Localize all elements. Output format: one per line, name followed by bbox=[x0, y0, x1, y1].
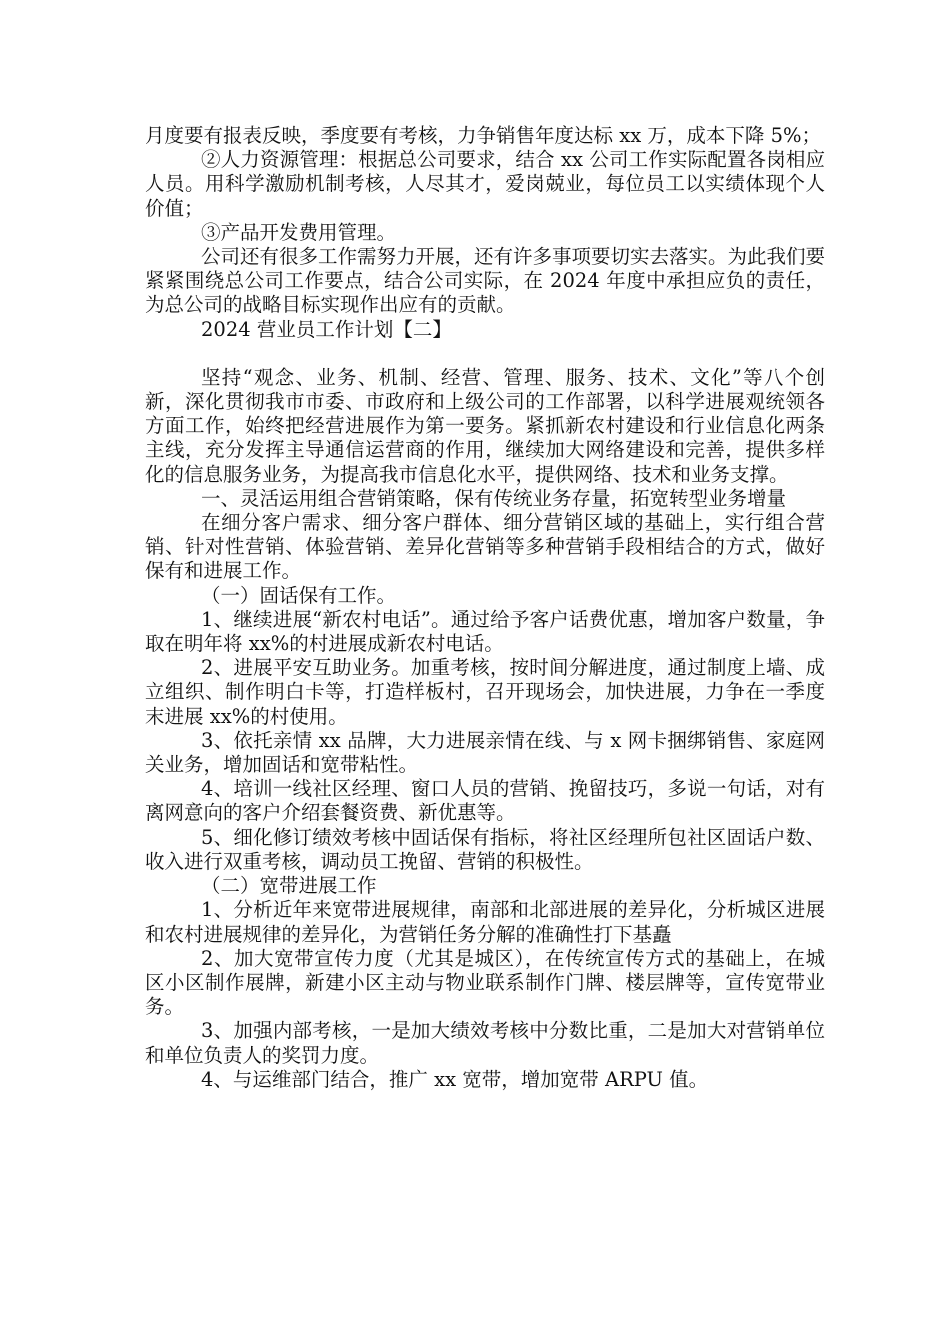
paragraph: 公司还有很多工作需努力开展，还有许多事项要切实去落实。为此我们要紧紧围绕总公司工作要点，结合公司实际，在 2024 年度中承担应负的责任，为总公司的战略目标实现作出应有的贡献。 bbox=[145, 245, 826, 317]
list-item: 2、进展平安互助业务。加重考核，按时间分解进度，通过制度上墙、成立组织、制作明白卡等，打造样板村，召开现场会，加快进展，力争在一季度末进展 xx%的村使用。 bbox=[145, 656, 825, 728]
list-item: 4、培训一线社区经理、窗口人员的营销、挽留技巧，多说一句话，对有离网意向的客户介绍套餐资费、新优惠等。 bbox=[145, 777, 825, 825]
list-item: 1、继续进展“新农村电话”。通过给予客户话费优惠，增加客户数量，争取在明年将 xx%的村进展成新农村电话。 bbox=[145, 607, 825, 656]
paragraph: ③产品开发费用管理。 bbox=[201, 220, 397, 244]
subsection-heading: （二）宽带进展工作 bbox=[201, 874, 377, 898]
list-item: 1、分析近年来宽带进展规律，南部和北部进展的差异化，分析城区进展和农村进展规律的差异化，为营销任务分解的准确性打下基矗 bbox=[145, 898, 825, 946]
document-body bbox=[145, 124, 825, 1092]
section-heading: 2024 营业员工作计划【二】 bbox=[201, 317, 452, 341]
list-item: 2、加大宽带宣传力度（尤其是城区），在传统宣传方式的基础上，在城区小区制作展牌，新建小区主动与物业联系制作门牌、楼层牌等，宣传宽带业务。 bbox=[145, 946, 825, 1019]
blank-line bbox=[145, 342, 825, 366]
paragraph: 坚持“观念、业务、机制、经营、管理、服务、技术、文化”等八个创新，深化贯彻我市市委、市政府和上级公司的工作部署，以科学进展观统领各方面工作，始终把经营进展作为第一要务。紧抓新农村建设和行业信息化两条主线，充分发挥主导通信运营商的作用，继续加大网络建设和完善，提供多样化的信息服务业务，为提高我市信息化水平，提供网络、技术和业务支撑。 bbox=[145, 365, 825, 486]
paragraph: 在细分客户需求、细分客户群体、细分营销区域的基础上，实行组合营销、针对性营销、体验营销、差异化营销等多种营销手段相结合的方式，做好保有和进展工作。 bbox=[145, 511, 825, 583]
list-item: 3、依托亲情 xx 品牌，大力进展亲情在线、与 x 网卡捆绑销售、家庭网关业务，增加固话和宽带粘性。 bbox=[145, 728, 825, 777]
paragraph: 月度要有报表反映，季度要有考核，力争销售年度达标 xx 万，成本下降 5%； bbox=[145, 124, 822, 147]
list-item: 5、细化修订绩效考核中固话保有指标，将社区经理所包社区固话户数、收入进行双重考核，调动员工挽留、营销的积极性。 bbox=[145, 825, 825, 873]
subsection-heading: 一、灵活运用组合营销策略，保有传统业务存量，拓宽转型业务增量 bbox=[201, 486, 787, 510]
list-item: 4、与运维部门结合，推广 xx 宽带，增加宽带 ARPU 值。 bbox=[201, 1067, 709, 1091]
subsection-heading: （一）固话保有工作。 bbox=[201, 583, 397, 607]
list-item: 3、加强内部考核，一是加大绩效考核中分数比重，二是加大对营销单位和单位负责人的奖罚力度。 bbox=[145, 1019, 825, 1067]
paragraph: ②人力资源管理：根据总公司要求，结合 xx 公司工作实际配置各岗相应人员。用科学激励机制考核，人尽其才，爱岗兢业，每位员工以实绩体现个人价值； bbox=[145, 148, 825, 220]
